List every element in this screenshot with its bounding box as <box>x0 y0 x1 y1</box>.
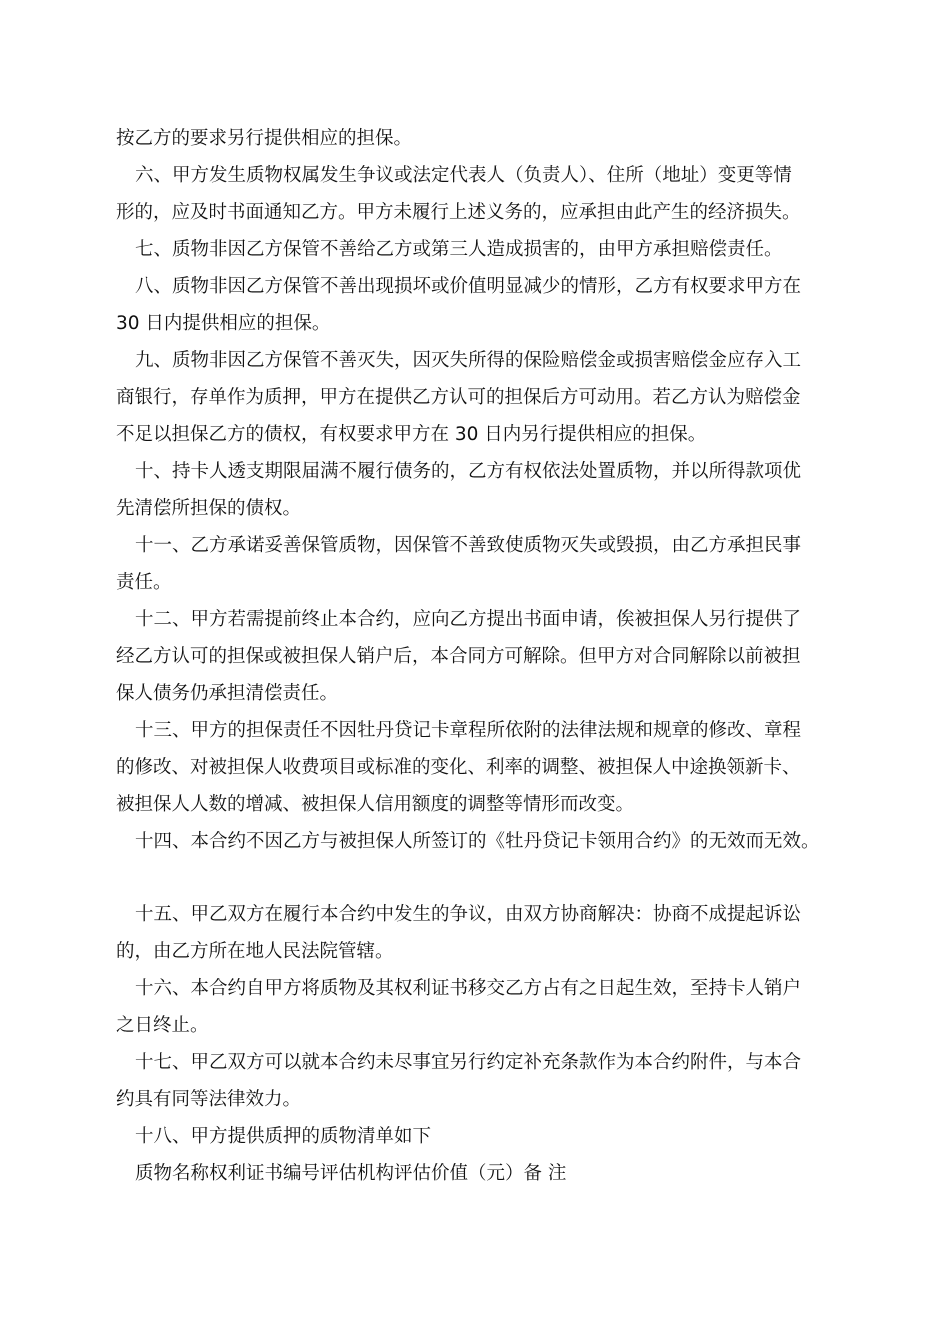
clause-13-line-3: 被担保人人数的增减、被担保人信用额度的调整等情形而改变。 <box>116 794 635 815</box>
clause-12-line-2: 经乙方认可的担保或被担保人销户后，本合同方可解除。但甲方对合同解除以前被担 <box>116 646 801 667</box>
clause-15-line-2: 的，由乙方所在地人民法院管辖。 <box>116 941 394 962</box>
clause-9-line-2: 商银行，存单作为质押，甲方在提供乙方认可的担保后方可动用。若乙方认为赔偿金 <box>116 387 801 408</box>
clause-16-line-1: 十六、本合约自甲方将质物及其权利证书移交乙方占有之日起生效，至持卡人销户 <box>135 978 802 999</box>
clause-8-line-2: 30 日内提供相应的担保。 <box>116 313 331 334</box>
clause-17-line-2: 约具有同等法律效力。 <box>116 1089 302 1110</box>
clause-13-line-2: 的修改、对被担保人收费项目或标准的变化、利率的调整、被担保人中途换领新卡、 <box>116 757 801 778</box>
blank-line <box>116 860 846 896</box>
clause-10-line-1: 十、持卡人透支期限届满不履行债务的，乙方有权依法处置质物，并以所得款项优 <box>135 461 802 482</box>
clause-7: 七、质物非因乙方保管不善给乙方或第三人造成损害的，由甲方承担赔偿责任。 <box>135 239 783 260</box>
clause-15-line-1: 十五、甲乙双方在履行本合约中发生的争议，由双方协商解决：协商不成提起诉讼 <box>135 904 802 925</box>
clause-8-line-1: 八、质物非因乙方保管不善出现损坏或价值明显减少的情形，乙方有权要求甲方在 <box>135 276 802 297</box>
clause-14: 十四、本合约不因乙方与被担保人所签订的《牡丹贷记卡领用合约》的无效而无效。 <box>135 831 820 852</box>
clause-6-line-1: 六、甲方发生质物权属发生争议或法定代表人（负责人）、住所（地址）变更等情 <box>135 165 792 186</box>
clause-12-line-1: 十二、甲方若需提前终止本合约，应向乙方提出书面申请，俟被担保人另行提供了 <box>135 609 802 630</box>
clause-6-line-2: 形的，应及时书面通知乙方。甲方未履行上述义务的，应承担由此产生的经济损失。 <box>116 202 801 223</box>
clause-18: 十八、甲方提供质押的质物清单如下 <box>135 1126 432 1147</box>
collateral-list-header: 质物名称权利证书编号评估机构评估价值（元）备 注 <box>135 1163 567 1184</box>
clause-13-line-1: 十三、甲方的担保责任不因牡丹贷记卡章程所依附的法律法规和规章的修改、章程 <box>135 720 802 741</box>
clause-11-line-2: 责任。 <box>116 572 172 593</box>
clause-16-line-2: 之日终止。 <box>116 1015 209 1036</box>
clause-12-line-3: 保人债务仍承担清偿责任。 <box>116 683 339 704</box>
paragraph-line: 按乙方的要求另行提供相应的担保。 <box>116 128 413 149</box>
clause-10-line-2: 先清偿所担保的债权。 <box>116 498 302 519</box>
clause-17-line-1: 十七、甲乙双方可以就本合约未尽事宜另行约定补充条款作为本合约附件，与本合 <box>135 1052 802 1073</box>
clause-9-line-1: 九、质物非因乙方保管不善灭失，因灭失所得的保险赔偿金或损害赔偿金应存入工 <box>135 350 802 371</box>
clause-9-line-3: 不足以担保乙方的债权，有权要求甲方在 30 日内另行提供相应的担保。 <box>116 424 707 445</box>
document-body <box>116 120 846 1192</box>
clause-11-line-1: 十一、乙方承诺妥善保管质物，因保管不善致使质物灭失或毁损，由乙方承担民事 <box>135 535 802 556</box>
